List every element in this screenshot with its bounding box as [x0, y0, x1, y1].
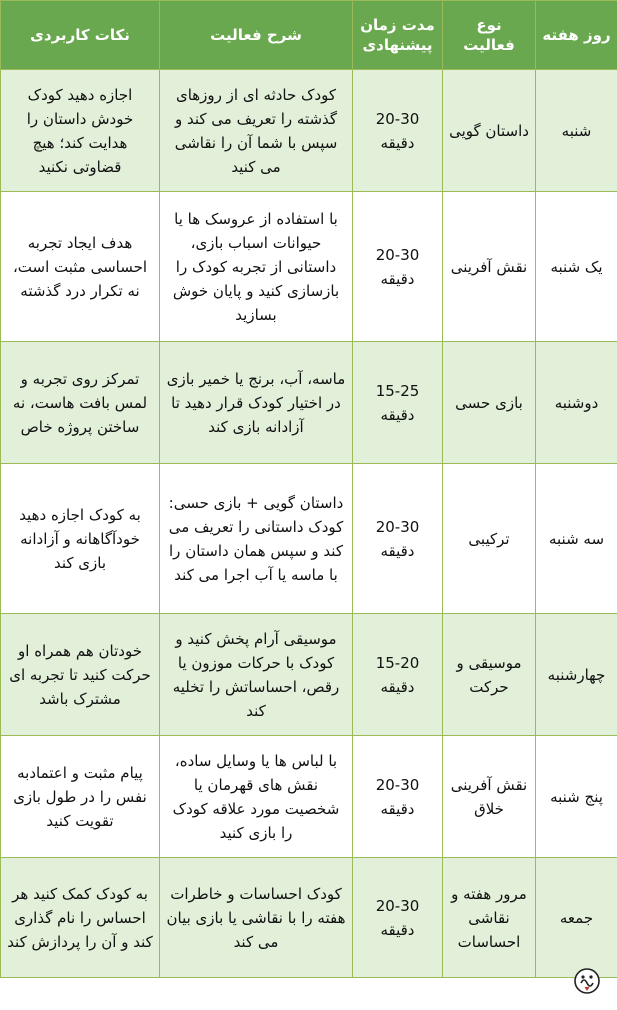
tips-cell: به کودک اجازه دهید خودآگاهانه و آزادانه بازی کند	[1, 464, 160, 614]
table-row	[1, 736, 617, 858]
description-cell: با لباس ها یا وسایل ساده، نقش های قهرمان یا شخصیت مورد علاقه کودک را بازی کنید	[160, 736, 353, 858]
day-cell: جمعه	[536, 858, 617, 978]
tips-cell: تمرکز روی تجربه و لمس بافت هاست، نه ساختن پروژه خاص	[1, 342, 160, 464]
type-cell: موسیقی و حرکت	[443, 614, 536, 736]
table-header-row	[1, 1, 617, 70]
day-cell: یک شنبه	[536, 192, 617, 342]
header-description: شرح فعالیت	[160, 1, 353, 70]
header-day: روز هفته	[536, 1, 617, 70]
tips-cell: هدف ایجاد تجربه احساسی مثبت است، نه تکرار درد گذشته	[1, 192, 160, 342]
duration-cell: 15-25 دقیقه	[353, 342, 443, 464]
day-cell: پنج شنبه	[536, 736, 617, 858]
table-row	[1, 858, 617, 978]
header-tips: نکات کاربردی	[1, 1, 160, 70]
type-cell: داستان گویی	[443, 70, 536, 192]
tips-cell: پیام مثبت و اعتمادبه نفس را در طول بازی تقویت کنید	[1, 736, 160, 858]
type-cell: مرور هفته و نقاشی احساسات	[443, 858, 536, 978]
table-row	[1, 192, 617, 342]
duration-cell: 20-30 دقیقه	[353, 70, 443, 192]
duration-cell: 20-30 دقیقه	[353, 464, 443, 614]
type-cell: ترکیبی	[443, 464, 536, 614]
description-cell: کودک حادثه ای از روزهای گذشته را تعریف می کند و سپس با شما آن را نقاشی می کنید	[160, 70, 353, 192]
table-row	[1, 70, 617, 192]
description-cell: کودک احساسات و خاطرات هفته را با نقاشی یا بازی بیان می کند	[160, 858, 353, 978]
table-row	[1, 464, 617, 614]
tips-cell: اجازه دهید کودک خودش داستان را هدایت کند؛ هیچ قضاوتی نکنید	[1, 70, 160, 192]
header-type: نوع فعالیت	[443, 1, 536, 70]
duration-cell: 20-30 دقیقه	[353, 736, 443, 858]
day-cell: چهارشنبه	[536, 614, 617, 736]
day-cell: دوشنبه	[536, 342, 617, 464]
day-cell: سه شنبه	[536, 464, 617, 614]
tips-cell: به کودک کمک کنید هر احساس را نام گذاری کند و آن را پردازش کند	[1, 858, 160, 978]
brand-logo-icon	[572, 966, 602, 996]
description-cell: موسیقی آرام پخش کنید و کودک با حرکات موزون یا رقص، احساساتش را تخلیه کند	[160, 614, 353, 736]
table-row	[1, 342, 617, 464]
type-cell: نقش آفرینی خلاق	[443, 736, 536, 858]
description-cell: داستان گویی + بازی حسی: کودک داستانی را تعریف می کند و سپس همان داستان را با ماسه یا آب اجرا می کند	[160, 464, 353, 614]
type-cell: نقش آفرینی	[443, 192, 536, 342]
duration-cell: 20-30 دقیقه	[353, 192, 443, 342]
duration-cell: 15-20 دقیقه	[353, 614, 443, 736]
description-cell: ماسه، آب، برنج یا خمیر بازی در اختیار کودک قرار دهید تا آزادانه بازی کند	[160, 342, 353, 464]
day-cell: شنبه	[536, 70, 617, 192]
description-cell: با استفاده از عروسک ها یا حیوانات اسباب بازی، داستانی از تجربه کودک را بازسازی کنید و پایان خوش بسازید	[160, 192, 353, 342]
duration-cell: 20-30 دقیقه	[353, 858, 443, 978]
tips-cell: خودتان هم همراه او حرکت کنید تا تجربه ای مشترک باشد	[1, 614, 160, 736]
type-cell: بازی حسی	[443, 342, 536, 464]
table-row	[1, 614, 617, 736]
header-duration: مدت زمان پیشنهادی	[353, 1, 443, 70]
